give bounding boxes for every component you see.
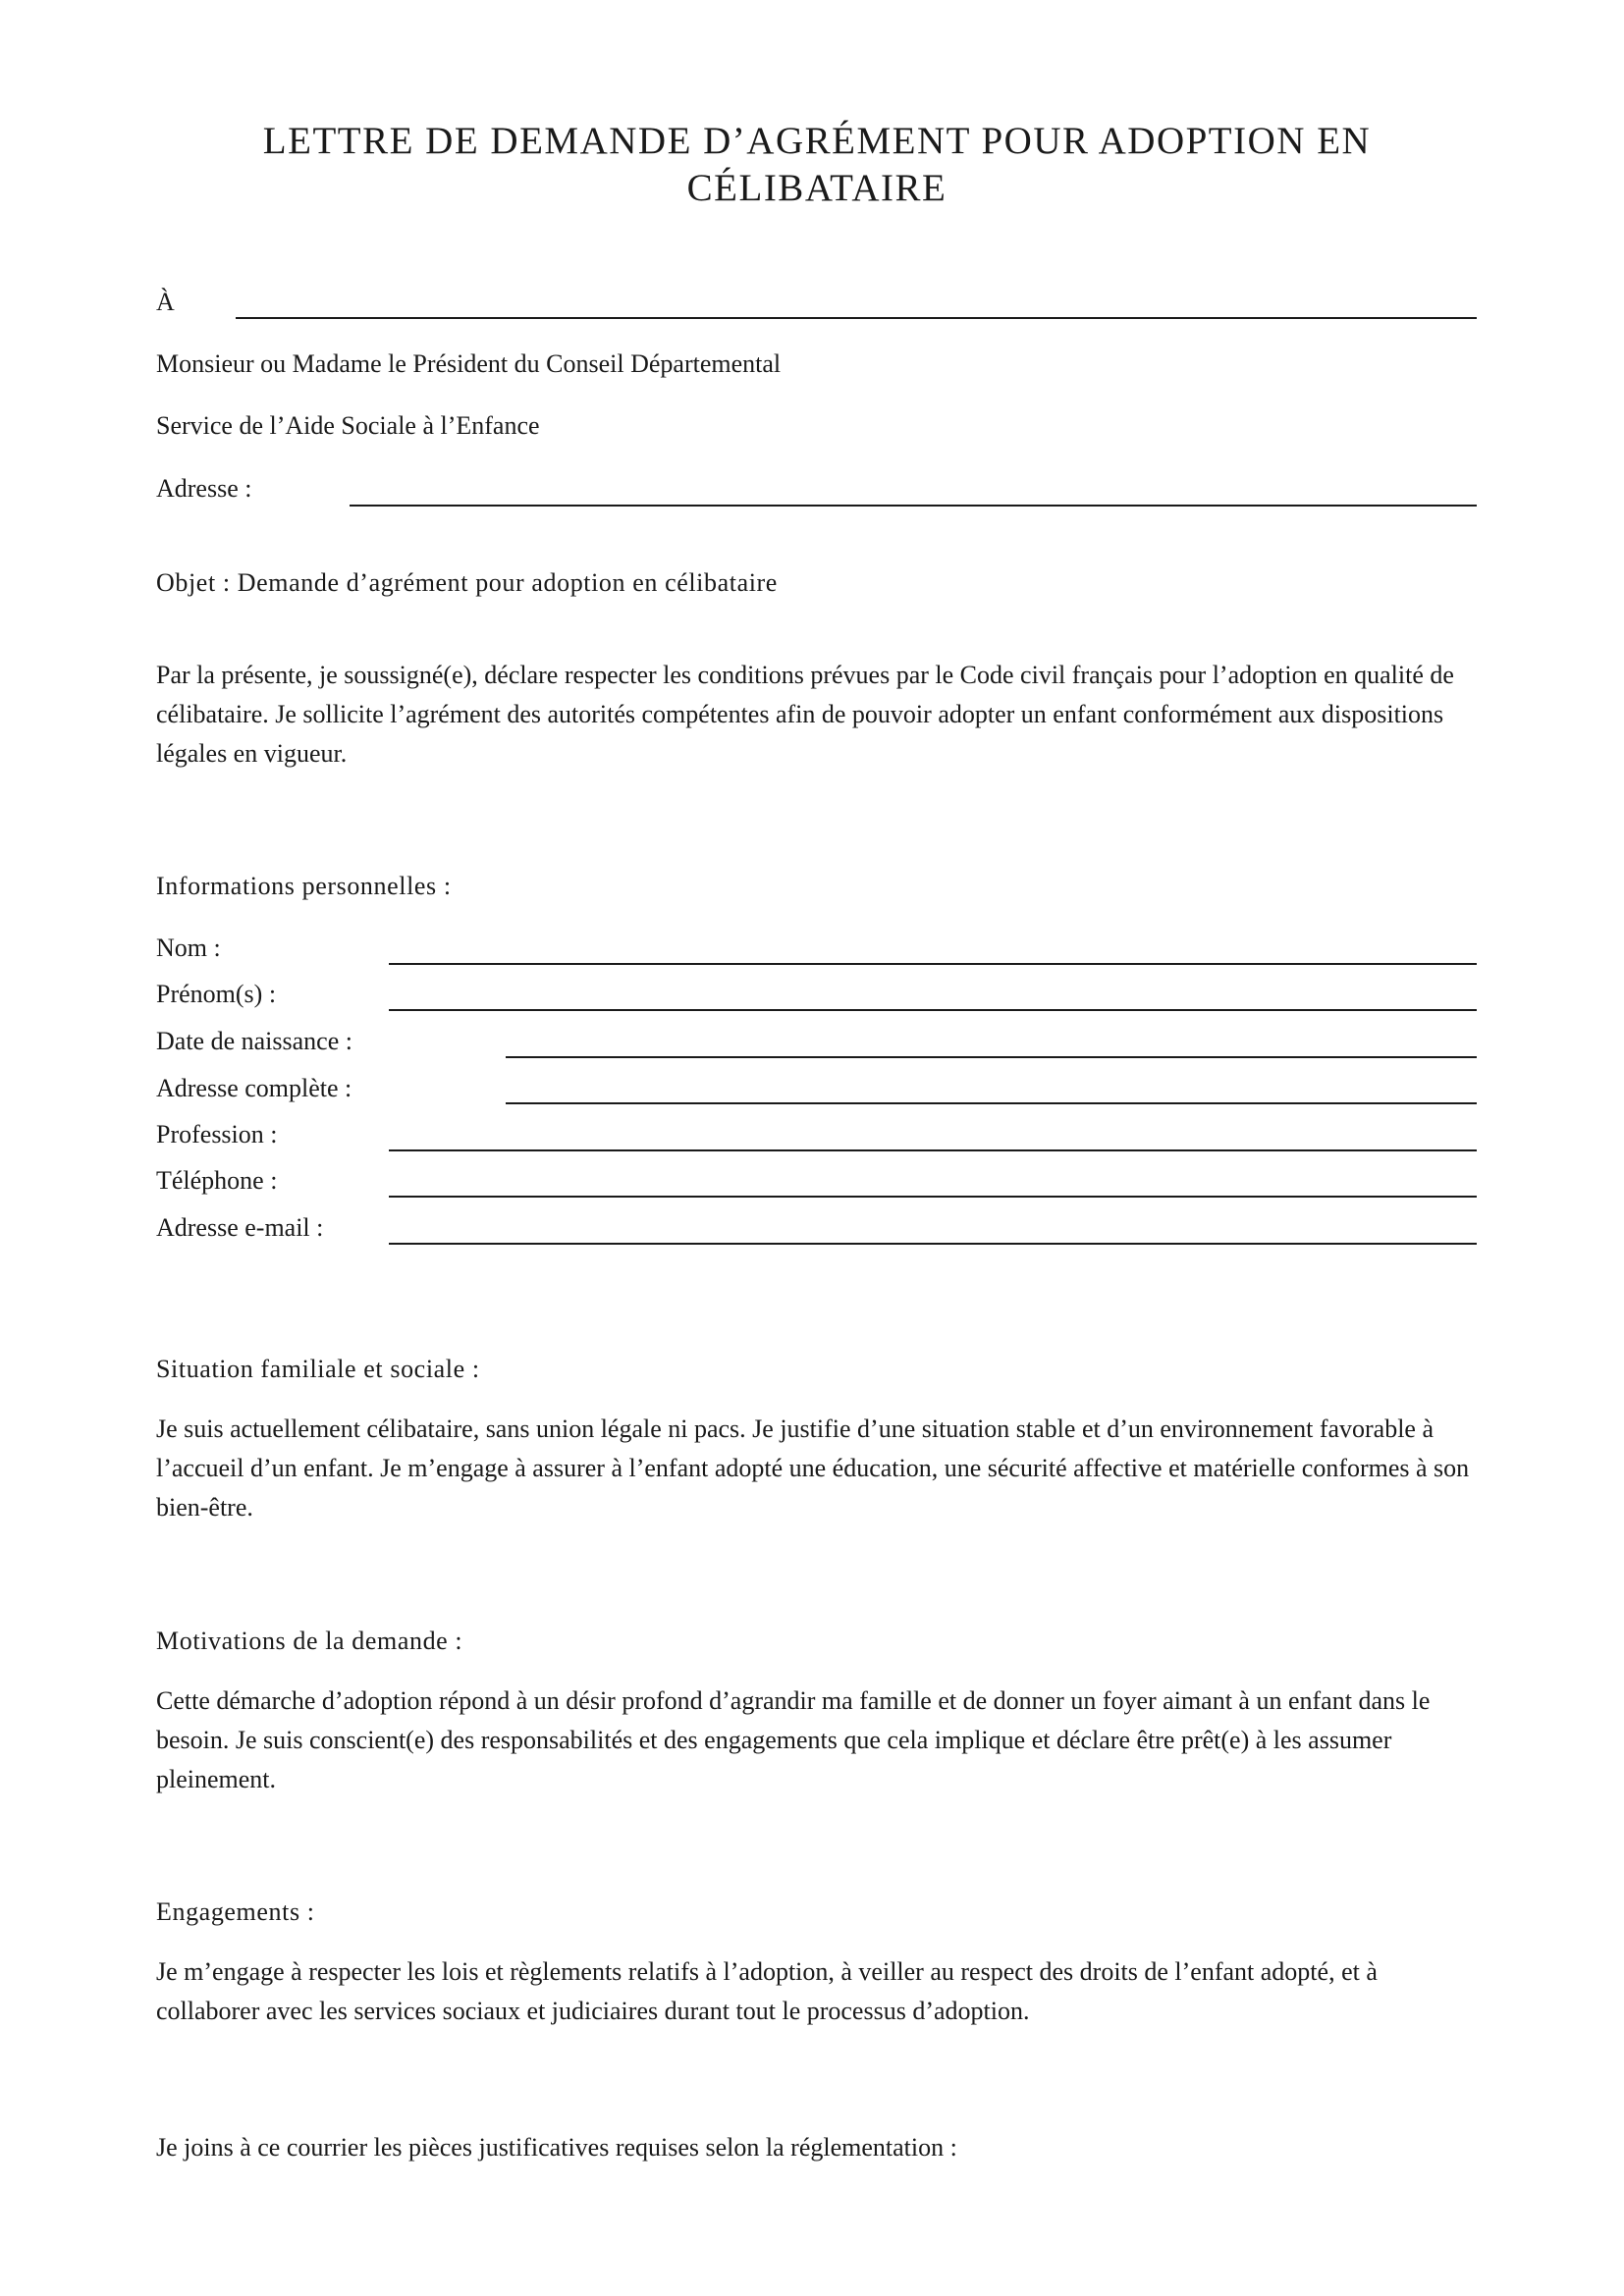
field-line-date-naissance[interactable] <box>506 1056 1477 1058</box>
field-label-profession: Profession : <box>156 1120 278 1148</box>
field-line-prenom[interactable] <box>389 1009 1477 1011</box>
subject-line: Objet : Demande d’agrément pour adoption en célibataire <box>156 568 778 597</box>
recipient-to-label: À <box>156 288 175 316</box>
family-paragraph: Je suis actuellement célibataire, sans union légale ni pacs. Je justifie d’une situation stable et d’un environnement favorable à l’accueil d’un enfant. Je m’engage à assurer à l’enfant adopté une éducation, une sécurité affective et matérielle conformes à son bien-être. <box>156 1415 1470 1522</box>
field-label-date-naissance: Date de naissance : <box>156 1027 352 1055</box>
field-line-telephone[interactable] <box>389 1196 1477 1198</box>
field-line-profession[interactable] <box>389 1149 1477 1151</box>
field-label-email: Adresse e-mail : <box>156 1213 324 1242</box>
personal-info-heading: Informations personnelles : <box>156 872 452 900</box>
attachments-intro: Je joins à ce courrier les pièces justificatives requises selon la réglementation : <box>156 2133 957 2162</box>
recipient-address-field-line[interactable] <box>350 505 1477 507</box>
page-title: LETTRE DE DEMANDE D’AGRÉMENT POUR ADOPTION EN CÉLIBATAIRE <box>262 120 1372 209</box>
field-label-adresse-complete: Adresse complète : <box>156 1074 352 1102</box>
field-label-telephone: Téléphone : <box>156 1166 278 1195</box>
recipient-line-2: Service de l’Aide Sociale à l’Enfance <box>156 411 540 440</box>
recipient-name-field-line[interactable] <box>236 317 1477 319</box>
motivations-paragraph: Cette démarche d’adoption répond à un désir profond d’agrandir ma famille et de donner un foyer aimant à un enfant dans le besoin. Je suis conscient(e) des responsabilités et des engagements que cela implique et déclare être prêt(e) à les assumer pleinement. <box>156 1686 1431 1793</box>
field-label-prenom: Prénom(s) : <box>156 980 277 1008</box>
field-label-nom: Nom : <box>156 934 221 962</box>
commitments-heading: Engagements : <box>156 1897 315 1926</box>
motivations-heading: Motivations de la demande : <box>156 1627 463 1655</box>
field-line-email[interactable] <box>389 1243 1477 1245</box>
field-line-nom[interactable] <box>389 963 1477 965</box>
family-heading: Situation familiale et sociale : <box>156 1355 480 1383</box>
field-line-adresse-complete[interactable] <box>506 1102 1477 1104</box>
recipient-address-label: Adresse : <box>156 474 252 503</box>
commitments-paragraph: Je m’engage à respecter les lois et règlements relatifs à l’adoption, à veiller au respect des droits de l’enfant adopté, et à collaborer avec les services sociaux et judiciaires durant tout le processus d’adoption. <box>156 1957 1378 2025</box>
recipient-line-1: Monsieur ou Madame le Président du Conseil Départemental <box>156 349 782 378</box>
intro-paragraph: Par la présente, je soussigné(e), déclare respecter les conditions prévues par le Code civil français pour l’adoption en qualité de célibataire. Je sollicite l’agrément des autorités compétentes afin de pouvoir adopter un enfant conformément aux dispositions légales en vigueur. <box>156 661 1454 768</box>
